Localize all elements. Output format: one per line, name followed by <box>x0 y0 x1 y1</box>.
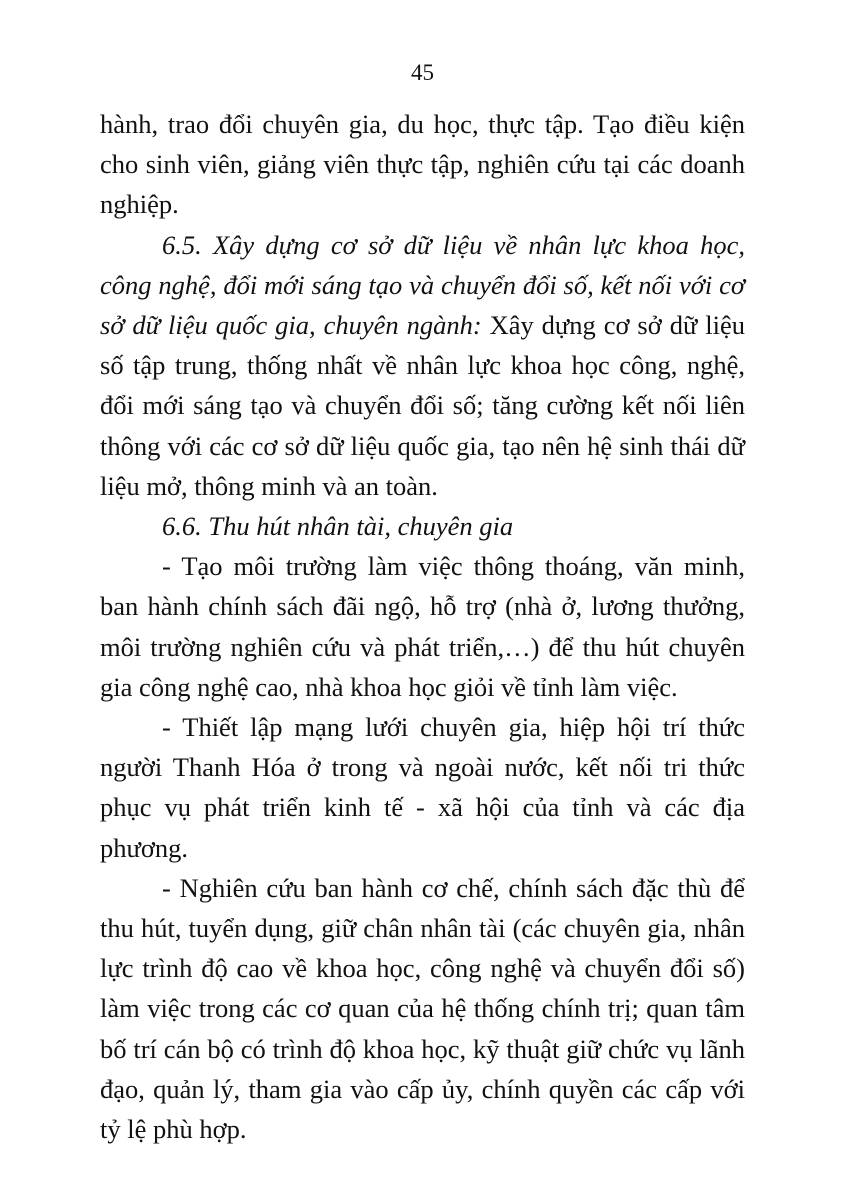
paragraph-continuation: hành, trao đổi chuyên gia, du học, thực tập. Tạo điều kiện cho sinh viên, giảng viên thực tập, nghiên cứu tại các doanh nghiệp. <box>100 109 745 220</box>
list-item-attract-experts: - Tạo môi trường làm việc thông thoáng, văn minh, ban hành chính sách đãi ngộ, hỗ trợ (nhà ở, lương thưởng, môi trường nghiên cứu và phát triển,…) để thu hút chuyên gia công nghệ cao, nhà khoa học giỏi về tỉnh làm việc. <box>100 551 745 702</box>
paragraph-section-6-5 <box>100 225 745 506</box>
list-item-expert-network: - Thiết lập mạng lưới chuyên gia, hiệp hội trí thức người Thanh Hóa ở trong và ngoài nước, kết nối tri thức phục vụ phát triển kinh tế - xã hội của tỉnh và các địa phương. <box>100 712 745 863</box>
section-heading-6-5: 6.5. Xây dựng cơ sở dữ liệu về nhân lực khoa học, công nghệ, đổi mới sáng tạo và chuyển đổi số, kết nối với cơ sở dữ liệu quốc gia, chuyên ngành: <box>100 229 745 341</box>
section-body-6-5: Xây dựng cơ sở dữ liệu số tập trung, thống nhất về nhân lực khoa học công, nghệ, đổi mới sáng tạo và chuyển đổi số; tăng cường kết nối liên thông với các cơ sở dữ liệu quốc gia, tạo nên hệ sinh thái dữ liệu mở, thông minh và an toàn. <box>100 310 745 501</box>
list-item-special-policy: - Nghiên cứu ban hành cơ chế, chính sách đặc thù để thu hút, tuyển dụng, giữ chân nhân tài (các chuyên gia, nhân lực trình độ cao về khoa học, công nghệ và chuyển đổi số) làm việc trong các cơ quan của hệ thống chính trị; quan tâm bố trí cán bộ có trình độ khoa học, kỹ thuật giữ chức vụ lãnh đạo, quản lý, tham gia vào cấp ủy, chính quyền các cấp với tỷ lệ phù hợp. <box>100 872 745 1145</box>
page-number: 45 <box>411 60 434 85</box>
section-heading-6-6: 6.6. Thu hút nhân tài, chuyên gia <box>162 511 514 542</box>
document-body <box>100 104 745 1149</box>
